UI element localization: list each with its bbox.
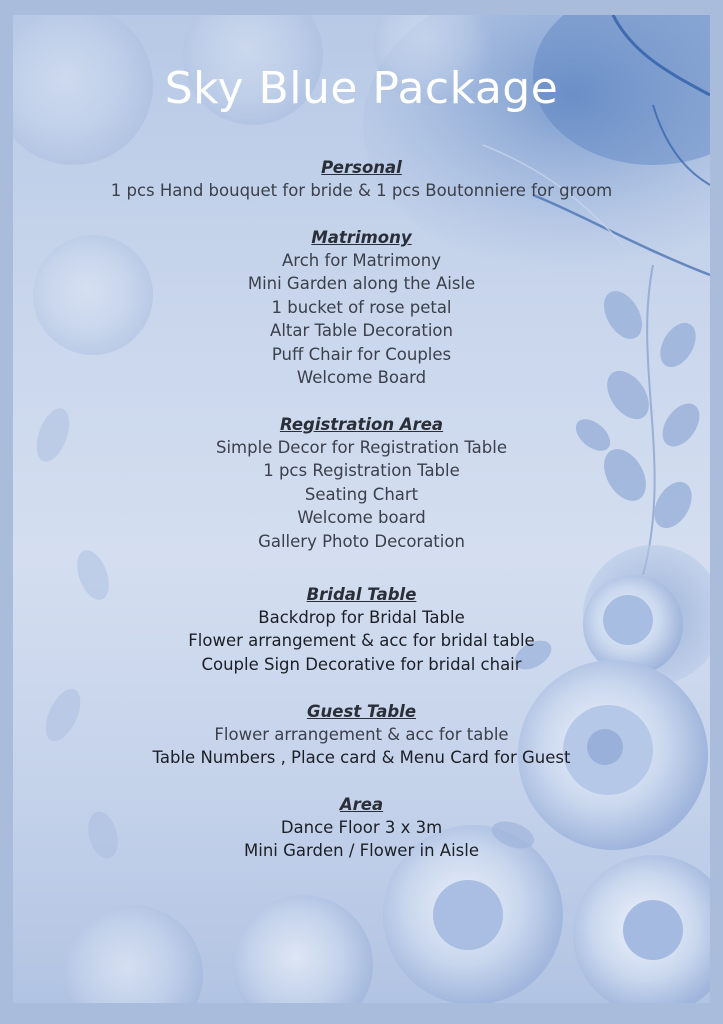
package-content — [13, 15, 710, 1003]
section-heading: Registration Area — [279, 415, 444, 434]
list-item: Gallery Photo Decoration — [258, 531, 465, 551]
list-item: Arch for Matrimony — [282, 251, 441, 270]
list-item: 1 pcs Hand bouquet for bride & 1 pcs Boutonniere for groom — [110, 181, 613, 200]
list-item: Simple Decor for Registration Table — [216, 438, 507, 457]
section-matrimony — [13, 226, 710, 389]
section-heading: Area — [339, 795, 384, 814]
section-guest-table — [13, 700, 710, 770]
page-title: Sky Blue Package — [164, 63, 559, 114]
list-item: Mini Garden along the Aisle — [247, 274, 476, 294]
list-item: Table Numbers , Place card & Menu Card for Guest — [152, 748, 571, 768]
list-item: Seating Chart — [304, 484, 419, 504]
section-area — [13, 793, 710, 863]
list-item: Flower arrangement & acc for bridal table — [188, 631, 535, 651]
list-item: Couple Sign Decorative for bridal chair — [201, 654, 522, 674]
list-item: Welcome Board — [296, 368, 427, 388]
list-item: Puff Chair for Couples — [271, 344, 452, 364]
section-bridal-table — [13, 583, 710, 676]
list-item: Altar Table Decoration — [270, 321, 453, 341]
section-heading: Guest Table — [306, 702, 417, 721]
list-item: Flower arrangement & acc for table — [214, 725, 509, 744]
list-item: 1 bucket of rose petal — [271, 297, 452, 317]
section-heading: Bridal Table — [306, 585, 417, 604]
list-item: Dance Floor 3 x 3m — [280, 818, 443, 837]
section-heading: Personal — [321, 158, 402, 177]
section-heading: Matrimony — [311, 228, 412, 247]
package-page — [13, 15, 710, 1003]
list-item: Mini Garden / Flower in Aisle — [244, 841, 479, 861]
list-item: Welcome board — [297, 508, 426, 528]
list-item: 1 pcs Registration Table — [263, 461, 460, 481]
list-item: Backdrop for Bridal Table — [258, 608, 465, 627]
section-personal — [13, 156, 710, 202]
section-registration-area — [13, 413, 710, 553]
